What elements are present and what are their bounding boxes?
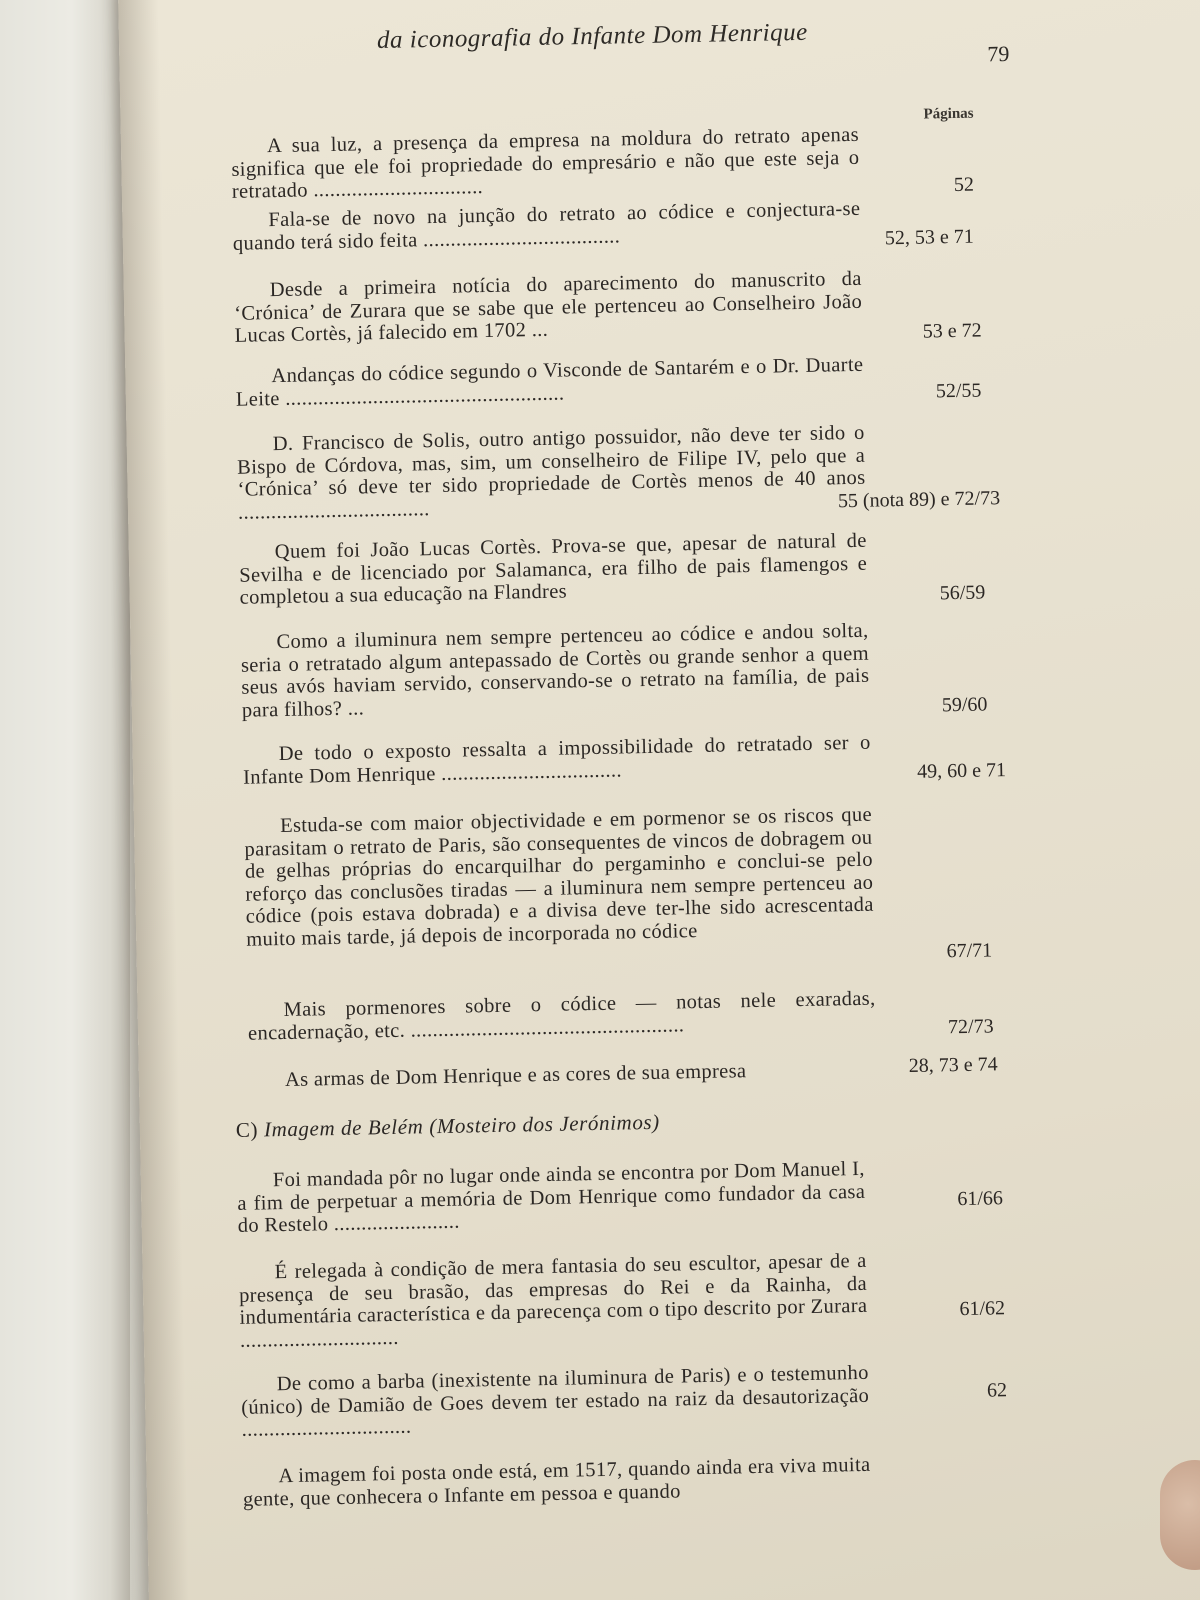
running-head: da iconografia do Infante Dom Henrique [376, 18, 808, 55]
toc-entry [244, 796, 1200, 963]
section-letter: C) [235, 1117, 259, 1142]
toc-entry-pages: 55 (nota 89) e 72/73 [837, 487, 1001, 513]
toc-entry-pages: 72/73 [947, 1015, 994, 1039]
toc-entry [234, 260, 1200, 347]
toc-entry-text: As armas de Dom Henrique e as cores de sua empresa [284, 1060, 747, 1091]
finger-at-edge [1160, 1460, 1200, 1570]
toc-entry [237, 1150, 1200, 1237]
toc-entry-text: Andanças do códice segundo o Visconde de Santarém e o Dr. Duarte Leite ................................................... [235, 353, 864, 411]
toc-entry [237, 414, 1200, 524]
toc-entry-pages: 52/55 [935, 379, 982, 403]
toc-entry-pages: 61/66 [957, 1187, 1004, 1211]
toc-entry-pages: 28, 73 e 74 [908, 1053, 998, 1078]
toc-entry-text: Como a iluminura nem sempre pertenceu ao códice e andou solta, seria o retratado algum antepassado de Cortès ou grande senhor a quem seus avós haviam servido, conservando-se o retrato na família, de pais para filhos? ... [240, 619, 870, 722]
toc-entry-text: Mais pormenores sobre o códice — notas nele exaradas, encadernação, etc. .................................................. [247, 987, 876, 1045]
toc-entry-text: Desde a primeira notícia do aparecimento do manuscrito da ‘Crónica’ de Zurara que se sabe que ele pertenceu ao Conselheiro João Lucas Cortès, já falecido em 1702 ... [234, 267, 863, 348]
toc-entry-text: A sua luz, a presença da empresa na moldura do retrato apenas significa que ele foi propriedade do empresário e não que este seja o retratado ............................... [231, 123, 860, 204]
page-number: 79 [987, 40, 1010, 67]
toc-entry-text: D. Francisco de Solis, outro antigo possuidor, não deve ter sido o Bispo de Córdova, mas, sim, um conselheiro de Filipe IV, pelo que a ‘Crónica’ só deve ter sido propriedade de Cortès menos de 40 anos ................................... [236, 421, 866, 524]
section-title: Imagem de Belém (Mosteiro dos Jerónimos) [263, 1109, 661, 1142]
toc-entry-text: Quem foi João Lucas Cortès. Prova-se que, apesar de natural de Sevilha e de licenciado por Salamanca, era filho de pais flamengos e completou a sua educação na Flandres [239, 529, 868, 609]
toc-entry-text: É relegada à condição de mera fantasia do seu escultor, apesar de a presença de seu brasão, das empresas do Rei e da Rainha, da indumentária característica e da parecença com o tipo descrito por Zurara ............................. [238, 1249, 868, 1352]
toc-entry [249, 1050, 1200, 1092]
facing-page-edge [0, 0, 130, 1600]
toc-entry [247, 980, 1200, 1045]
toc-entry [240, 612, 1200, 722]
toc-entry-pages: 53 e 72 [922, 319, 982, 343]
toc-entry-text: De todo o exposto ressalta a impossibilidade do retratado ser o Infante Dom Henrique ................................. [242, 731, 871, 789]
toc-entry-pages: 67/71 [946, 939, 993, 963]
toc-entry [241, 1354, 1200, 1441]
toc-entry-text: Foi mandada pôr no lugar onde ainda se encontra por Dom Manuel I, a fim de perpetuar a memória de Dom Henrique como fundador da casa do Restelo ....................... [237, 1157, 866, 1238]
toc-entry-pages: 52 [953, 173, 975, 196]
toc-entry [235, 346, 1200, 411]
toc-entry [238, 1242, 1200, 1352]
book-page [118, 0, 1200, 1600]
toc-entry-text: Fala-se de novo na junção do retrato ao códice e conjectura-se quando terá sido feita .................................... [232, 197, 861, 255]
toc-entry [239, 522, 1200, 609]
toc-entry-pages: 52, 53 e 71 [884, 225, 974, 250]
section-heading [236, 1110, 660, 1143]
toc-entry-pages: 56/59 [939, 581, 986, 605]
toc-entry [231, 116, 1200, 203]
toc-entry-text: A imagem foi posta onde está, em 1517, quando ainda era viva muita gente, que conhecera o Infante em pessoa e quando [242, 1453, 871, 1511]
pages-column-header: Páginas [923, 105, 974, 123]
toc-entry [242, 1446, 1200, 1511]
toc-entry [242, 724, 1200, 789]
toc-entry-text: Estuda-se com maior objectividade e em pormenor se os riscos que parasitam o retrato de Paris, são consequentes de vincos de dobragem ou de gelhas próprias do encarquilhar do pergaminho e conclui-se pelo reforço das conclusões tiradas — a iluminura nem sempre pertenceu ao códice (pois estava dobrada) e a divisa deve ter-lhe sido acrescentada muito mais tarde, já depois de incorporada no códice [244, 803, 874, 951]
toc-entry-pages: 62 [986, 1379, 1008, 1402]
toc-entry-text: De como a barba (inexistente na iluminura de Paris) e o testemunho (único) de Damião de Goes devem ter estado na raiz da desautorização ............................... [241, 1361, 870, 1442]
toc-entry-pages: 61/62 [959, 1297, 1006, 1321]
toc-entry-pages: 49, 60 e 71 [916, 759, 1007, 783]
toc-entry-pages: 59/60 [941, 693, 988, 717]
